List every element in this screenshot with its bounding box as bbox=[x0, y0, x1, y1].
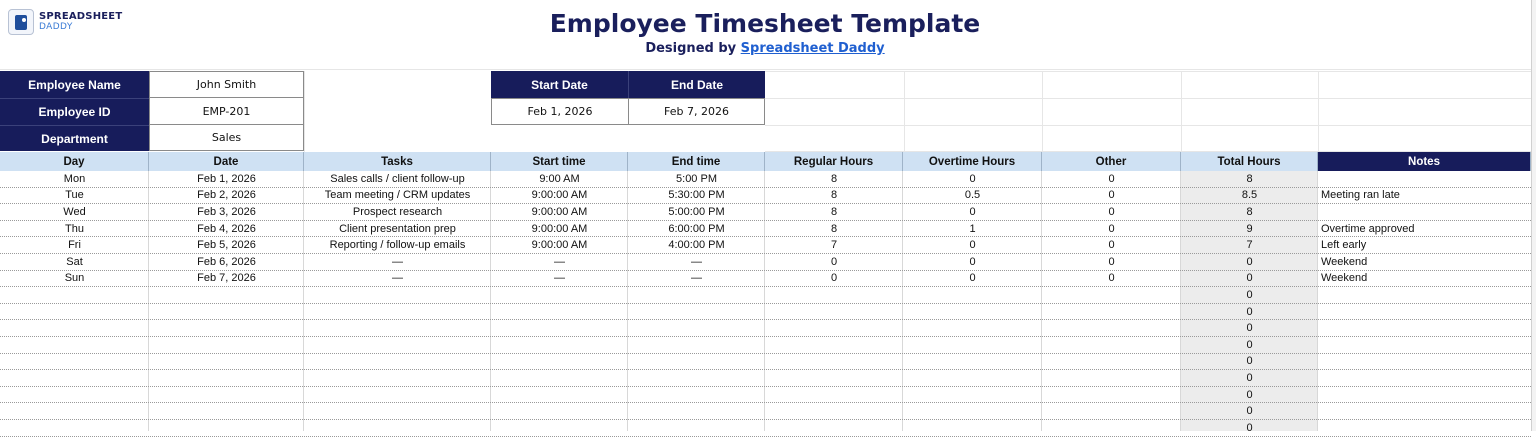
employee-id-value[interactable]: EMP-201 bbox=[149, 98, 304, 125]
cell-overtime-hours[interactable]: 0 bbox=[969, 172, 976, 185]
cell-other[interactable] bbox=[1042, 337, 1181, 353]
cell-day[interactable]: Thu bbox=[65, 222, 84, 235]
cell-total-hours[interactable]: 0 bbox=[1246, 338, 1253, 351]
cell-total-hours[interactable]: 8.5 bbox=[1241, 189, 1258, 202]
column-header-overtime-hours[interactable]: Overtime Hours bbox=[903, 152, 1042, 171]
cell-notes[interactable] bbox=[1318, 354, 1531, 370]
cell-total-hours[interactable]: 0 bbox=[1246, 305, 1253, 318]
cell-date[interactable] bbox=[149, 387, 304, 403]
gridline-vertical bbox=[1318, 71, 1319, 152]
cell-date[interactable] bbox=[149, 320, 304, 336]
table-row[interactable] bbox=[0, 420, 1531, 437]
employee-name-value[interactable]: John Smith bbox=[149, 71, 304, 98]
cell-end-time[interactable] bbox=[628, 337, 765, 353]
cell-notes[interactable] bbox=[1318, 337, 1531, 353]
cell-overtime-hours[interactable] bbox=[903, 420, 1042, 436]
cell-total-hours[interactable]: 0 bbox=[1246, 355, 1253, 368]
table-row[interactable] bbox=[0, 304, 1531, 321]
table-row[interactable] bbox=[0, 271, 1531, 288]
cell-tasks[interactable]: Prospect research bbox=[352, 205, 443, 218]
cell-date[interactable]: Feb 4, 2026 bbox=[197, 222, 256, 235]
cell-start-time[interactable]: 9:00:00 AM bbox=[531, 205, 588, 218]
cell-tasks[interactable] bbox=[304, 354, 491, 370]
department-value[interactable]: Sales bbox=[149, 125, 304, 151]
cell-start-time[interactable]: 9:00 AM bbox=[539, 172, 580, 185]
cell-notes[interactable] bbox=[1318, 287, 1531, 303]
cell-day[interactable]: Wed bbox=[63, 205, 86, 218]
cell-notes[interactable] bbox=[1318, 370, 1531, 386]
table-row[interactable] bbox=[0, 354, 1531, 371]
column-header-regular-hours[interactable]: Regular Hours bbox=[765, 152, 903, 171]
cell-total-hours[interactable]: 0 bbox=[1246, 405, 1253, 418]
cell-notes[interactable] bbox=[1318, 403, 1531, 419]
cell-day[interactable] bbox=[0, 287, 149, 303]
cell-date[interactable] bbox=[149, 337, 304, 353]
cell-tasks[interactable]: — bbox=[392, 255, 403, 268]
cell-tasks[interactable] bbox=[304, 370, 491, 386]
column-header-end-time[interactable]: End time bbox=[628, 152, 765, 171]
page-title: Employee Timesheet Template bbox=[549, 9, 981, 38]
cell-day[interactable] bbox=[0, 420, 149, 436]
cell-day[interactable] bbox=[0, 403, 149, 419]
cell-overtime-hours[interactable] bbox=[903, 337, 1042, 353]
table-row[interactable] bbox=[0, 188, 1531, 205]
gridline-horizontal bbox=[765, 71, 1531, 72]
cell-other[interactable] bbox=[1042, 287, 1181, 303]
cell-notes[interactable] bbox=[1318, 204, 1531, 220]
cell-overtime-hours[interactable] bbox=[903, 370, 1042, 386]
cell-start-time[interactable]: 9:00:00 AM bbox=[531, 222, 588, 235]
cell-other[interactable] bbox=[1042, 304, 1181, 320]
cell-tasks[interactable]: — bbox=[392, 272, 403, 285]
cell-start-time[interactable]: 9:00:00 AM bbox=[531, 189, 588, 202]
cell-start-time[interactable]: — bbox=[554, 272, 565, 285]
cell-start-time[interactable] bbox=[491, 387, 628, 403]
cell-date[interactable] bbox=[149, 287, 304, 303]
table-row[interactable] bbox=[0, 171, 1531, 188]
scrollbar-track[interactable] bbox=[1531, 0, 1536, 431]
cell-other[interactable]: 0 bbox=[1108, 189, 1115, 202]
table-row[interactable] bbox=[0, 387, 1531, 404]
cell-end-time[interactable]: — bbox=[691, 272, 702, 285]
cell-day[interactable] bbox=[0, 354, 149, 370]
gridline-vertical bbox=[904, 71, 905, 152]
cell-overtime-hours[interactable]: 0 bbox=[969, 205, 976, 218]
cell-end-time[interactable] bbox=[628, 287, 765, 303]
end-date-label: End Date bbox=[628, 71, 765, 98]
cell-regular-hours[interactable]: 8 bbox=[830, 205, 838, 218]
cell-regular-hours[interactable] bbox=[765, 387, 903, 403]
cell-overtime-hours[interactable]: 1 bbox=[969, 222, 976, 235]
employee-name-label: Employee Name bbox=[0, 71, 149, 98]
table-row[interactable] bbox=[0, 287, 1531, 304]
department-label: Department bbox=[0, 125, 149, 151]
cell-start-time[interactable] bbox=[491, 354, 628, 370]
cell-overtime-hours[interactable] bbox=[903, 320, 1042, 336]
cell-end-time[interactable]: 5:00:00 PM bbox=[668, 205, 725, 218]
table-row[interactable] bbox=[0, 337, 1531, 354]
cell-other[interactable] bbox=[1042, 420, 1181, 436]
cell-tasks[interactable]: Client presentation prep bbox=[339, 222, 456, 235]
cell-tasks[interactable] bbox=[304, 304, 491, 320]
cell-day[interactable]: Sun bbox=[64, 272, 85, 285]
column-header-day[interactable]: Day bbox=[0, 152, 149, 171]
gridline-horizontal bbox=[0, 69, 1531, 70]
column-header-total-hours[interactable]: Total Hours bbox=[1181, 152, 1318, 171]
cell-overtime-hours[interactable]: 0.5 bbox=[964, 189, 981, 202]
table-row[interactable] bbox=[0, 254, 1531, 271]
cell-tasks[interactable] bbox=[304, 320, 491, 336]
cell-date[interactable] bbox=[149, 304, 304, 320]
cell-overtime-hours[interactable]: 0 bbox=[969, 272, 976, 285]
cell-regular-hours[interactable] bbox=[765, 287, 903, 303]
cell-regular-hours[interactable] bbox=[765, 420, 903, 436]
cell-total-hours[interactable]: 0 bbox=[1246, 272, 1253, 285]
cell-other[interactable]: 0 bbox=[1108, 239, 1115, 252]
cell-regular-hours[interactable] bbox=[765, 304, 903, 320]
cell-start-time[interactable] bbox=[491, 420, 628, 436]
cell-end-time[interactable]: 4:00:00 PM bbox=[668, 239, 725, 252]
table-row[interactable] bbox=[0, 370, 1531, 387]
cell-notes[interactable]: Weekend bbox=[1321, 255, 1368, 268]
cell-overtime-hours[interactable] bbox=[903, 287, 1042, 303]
cell-notes[interactable]: Weekend bbox=[1321, 272, 1368, 285]
cell-other[interactable]: 0 bbox=[1108, 272, 1115, 285]
cell-day[interactable]: Tue bbox=[65, 189, 84, 202]
cell-total-hours[interactable]: 0 bbox=[1246, 255, 1253, 268]
column-header-start-time[interactable]: Start time bbox=[491, 152, 628, 171]
cell-regular-hours[interactable] bbox=[765, 354, 903, 370]
cell-end-time[interactable]: 5:30:00 PM bbox=[668, 189, 725, 202]
cell-date[interactable] bbox=[149, 354, 304, 370]
cell-overtime-hours[interactable]: 0 bbox=[969, 239, 976, 252]
cell-day[interactable] bbox=[0, 387, 149, 403]
cell-regular-hours[interactable]: 8 bbox=[830, 172, 838, 185]
cell-day[interactable]: Sat bbox=[66, 255, 83, 268]
cell-end-time[interactable] bbox=[628, 320, 765, 336]
cell-regular-hours[interactable] bbox=[765, 320, 903, 336]
column-header-date[interactable]: Date bbox=[149, 152, 304, 171]
cell-other[interactable] bbox=[1042, 387, 1181, 403]
table-row[interactable] bbox=[0, 237, 1531, 254]
cell-total-hours[interactable]: 0 bbox=[1246, 322, 1253, 335]
cell-notes[interactable] bbox=[1318, 304, 1531, 320]
cell-total-hours[interactable]: 0 bbox=[1246, 288, 1253, 301]
table-row[interactable] bbox=[0, 403, 1531, 420]
cell-end-time[interactable] bbox=[628, 387, 765, 403]
cell-regular-hours[interactable]: 8 bbox=[830, 222, 838, 235]
cell-regular-hours[interactable]: 0 bbox=[830, 255, 838, 268]
cell-other[interactable] bbox=[1042, 403, 1181, 419]
cell-date[interactable]: Feb 7, 2026 bbox=[197, 272, 256, 285]
cell-date[interactable] bbox=[149, 403, 304, 419]
gridline-vertical bbox=[304, 71, 305, 152]
table-row[interactable] bbox=[0, 204, 1531, 221]
cell-overtime-hours[interactable] bbox=[903, 387, 1042, 403]
cell-total-hours[interactable]: 0 bbox=[1246, 371, 1253, 384]
column-header-notes[interactable]: Notes bbox=[1318, 152, 1531, 171]
cell-tasks[interactable] bbox=[304, 337, 491, 353]
cell-end-time[interactable] bbox=[628, 354, 765, 370]
cell-total-hours[interactable]: 8 bbox=[1246, 172, 1253, 185]
column-header-other[interactable]: Other bbox=[1042, 152, 1181, 171]
cell-date[interactable]: Feb 5, 2026 bbox=[197, 239, 256, 252]
employee-id-label: Employee ID bbox=[0, 98, 149, 125]
cell-day[interactable] bbox=[0, 370, 149, 386]
start-date-label: Start Date bbox=[491, 71, 628, 98]
cell-start-time[interactable] bbox=[491, 304, 628, 320]
cell-day[interactable] bbox=[0, 337, 149, 353]
cell-other[interactable] bbox=[1042, 320, 1181, 336]
end-date-value[interactable]: Feb 7, 2026 bbox=[628, 98, 765, 125]
cell-overtime-hours[interactable]: 0 bbox=[969, 255, 976, 268]
page-subtitle bbox=[0, 41, 1530, 56]
logo-text-line1: SPREADSHEET bbox=[39, 11, 123, 22]
table-row[interactable] bbox=[0, 221, 1531, 238]
gridline-vertical bbox=[1181, 71, 1182, 152]
cell-tasks[interactable]: Sales calls / client follow-up bbox=[330, 172, 465, 185]
cell-tasks[interactable]: Team meeting / CRM updates bbox=[324, 189, 471, 202]
cell-overtime-hours[interactable] bbox=[903, 304, 1042, 320]
cell-tasks[interactable] bbox=[304, 387, 491, 403]
cell-notes[interactable] bbox=[1318, 420, 1531, 436]
cell-start-time[interactable]: 9:00:00 AM bbox=[531, 239, 588, 252]
cell-notes[interactable]: Left early bbox=[1321, 239, 1367, 252]
cell-day[interactable]: Fri bbox=[68, 239, 81, 252]
cell-end-time[interactable] bbox=[628, 420, 765, 436]
cell-notes[interactable]: Meeting ran late bbox=[1321, 189, 1400, 202]
cell-end-time[interactable]: 6:00:00 PM bbox=[668, 222, 725, 235]
cell-tasks[interactable] bbox=[304, 403, 491, 419]
cell-start-time[interactable]: — bbox=[554, 255, 565, 268]
cell-notes[interactable] bbox=[1318, 320, 1531, 336]
cell-other[interactable]: 0 bbox=[1108, 205, 1115, 218]
cell-start-time[interactable] bbox=[491, 403, 628, 419]
cell-date[interactable] bbox=[149, 420, 304, 436]
cell-notes[interactable]: Overtime approved bbox=[1321, 222, 1415, 235]
spreadsheet-daddy-link[interactable]: Spreadsheet Daddy bbox=[740, 41, 885, 56]
gridline-vertical bbox=[1042, 71, 1043, 152]
table-row[interactable] bbox=[0, 320, 1531, 337]
cell-total-hours[interactable]: 0 bbox=[1246, 421, 1253, 434]
cell-regular-hours[interactable]: 7 bbox=[830, 239, 838, 252]
cell-end-time[interactable]: — bbox=[691, 255, 702, 268]
cell-tasks[interactable] bbox=[304, 287, 491, 303]
cell-total-hours[interactable]: 9 bbox=[1246, 222, 1253, 235]
cell-regular-hours[interactable]: 0 bbox=[830, 272, 838, 285]
cell-other[interactable]: 0 bbox=[1108, 222, 1115, 235]
cell-end-time[interactable] bbox=[628, 304, 765, 320]
cell-other[interactable]: 0 bbox=[1108, 172, 1115, 185]
gridline-horizontal bbox=[765, 125, 1531, 126]
cell-date[interactable]: Feb 3, 2026 bbox=[197, 205, 256, 218]
cell-start-time[interactable] bbox=[491, 287, 628, 303]
cell-day[interactable] bbox=[0, 320, 149, 336]
subtitle-prefix: Designed by bbox=[645, 41, 741, 56]
cell-date[interactable]: Feb 6, 2026 bbox=[197, 255, 256, 268]
cell-total-hours[interactable]: 0 bbox=[1246, 388, 1253, 401]
cell-day[interactable]: Mon bbox=[63, 172, 86, 185]
cell-regular-hours[interactable] bbox=[765, 370, 903, 386]
cell-regular-hours[interactable] bbox=[765, 337, 903, 353]
cell-overtime-hours[interactable] bbox=[903, 354, 1042, 370]
cell-total-hours[interactable]: 8 bbox=[1246, 205, 1253, 218]
cell-day[interactable] bbox=[0, 304, 149, 320]
cell-start-time[interactable] bbox=[491, 320, 628, 336]
start-date-value[interactable]: Feb 1, 2026 bbox=[491, 98, 629, 125]
cell-end-time[interactable] bbox=[628, 403, 765, 419]
cell-overtime-hours[interactable] bbox=[903, 403, 1042, 419]
cell-notes[interactable] bbox=[1318, 387, 1531, 403]
cell-other[interactable] bbox=[1042, 354, 1181, 370]
cell-start-time[interactable] bbox=[491, 370, 628, 386]
cell-regular-hours[interactable]: 8 bbox=[830, 189, 838, 202]
cell-other[interactable] bbox=[1042, 370, 1181, 386]
cell-end-time[interactable]: 5:00 PM bbox=[676, 172, 717, 185]
cell-tasks[interactable] bbox=[304, 420, 491, 436]
cell-date[interactable] bbox=[149, 370, 304, 386]
column-header-tasks[interactable]: Tasks bbox=[304, 152, 491, 171]
cell-tasks[interactable]: Reporting / follow-up emails bbox=[329, 239, 466, 252]
logo-text-line2: DADDY bbox=[39, 22, 73, 32]
cell-total-hours[interactable]: 7 bbox=[1246, 239, 1253, 252]
cell-date[interactable]: Feb 1, 2026 bbox=[197, 172, 256, 185]
cell-other[interactable]: 0 bbox=[1108, 255, 1115, 268]
cell-notes[interactable] bbox=[1318, 171, 1531, 187]
cell-date[interactable]: Feb 2, 2026 bbox=[197, 189, 256, 202]
cell-start-time[interactable] bbox=[491, 337, 628, 353]
cell-end-time[interactable] bbox=[628, 370, 765, 386]
cell-regular-hours[interactable] bbox=[765, 403, 903, 419]
gridline-horizontal bbox=[765, 98, 1531, 99]
